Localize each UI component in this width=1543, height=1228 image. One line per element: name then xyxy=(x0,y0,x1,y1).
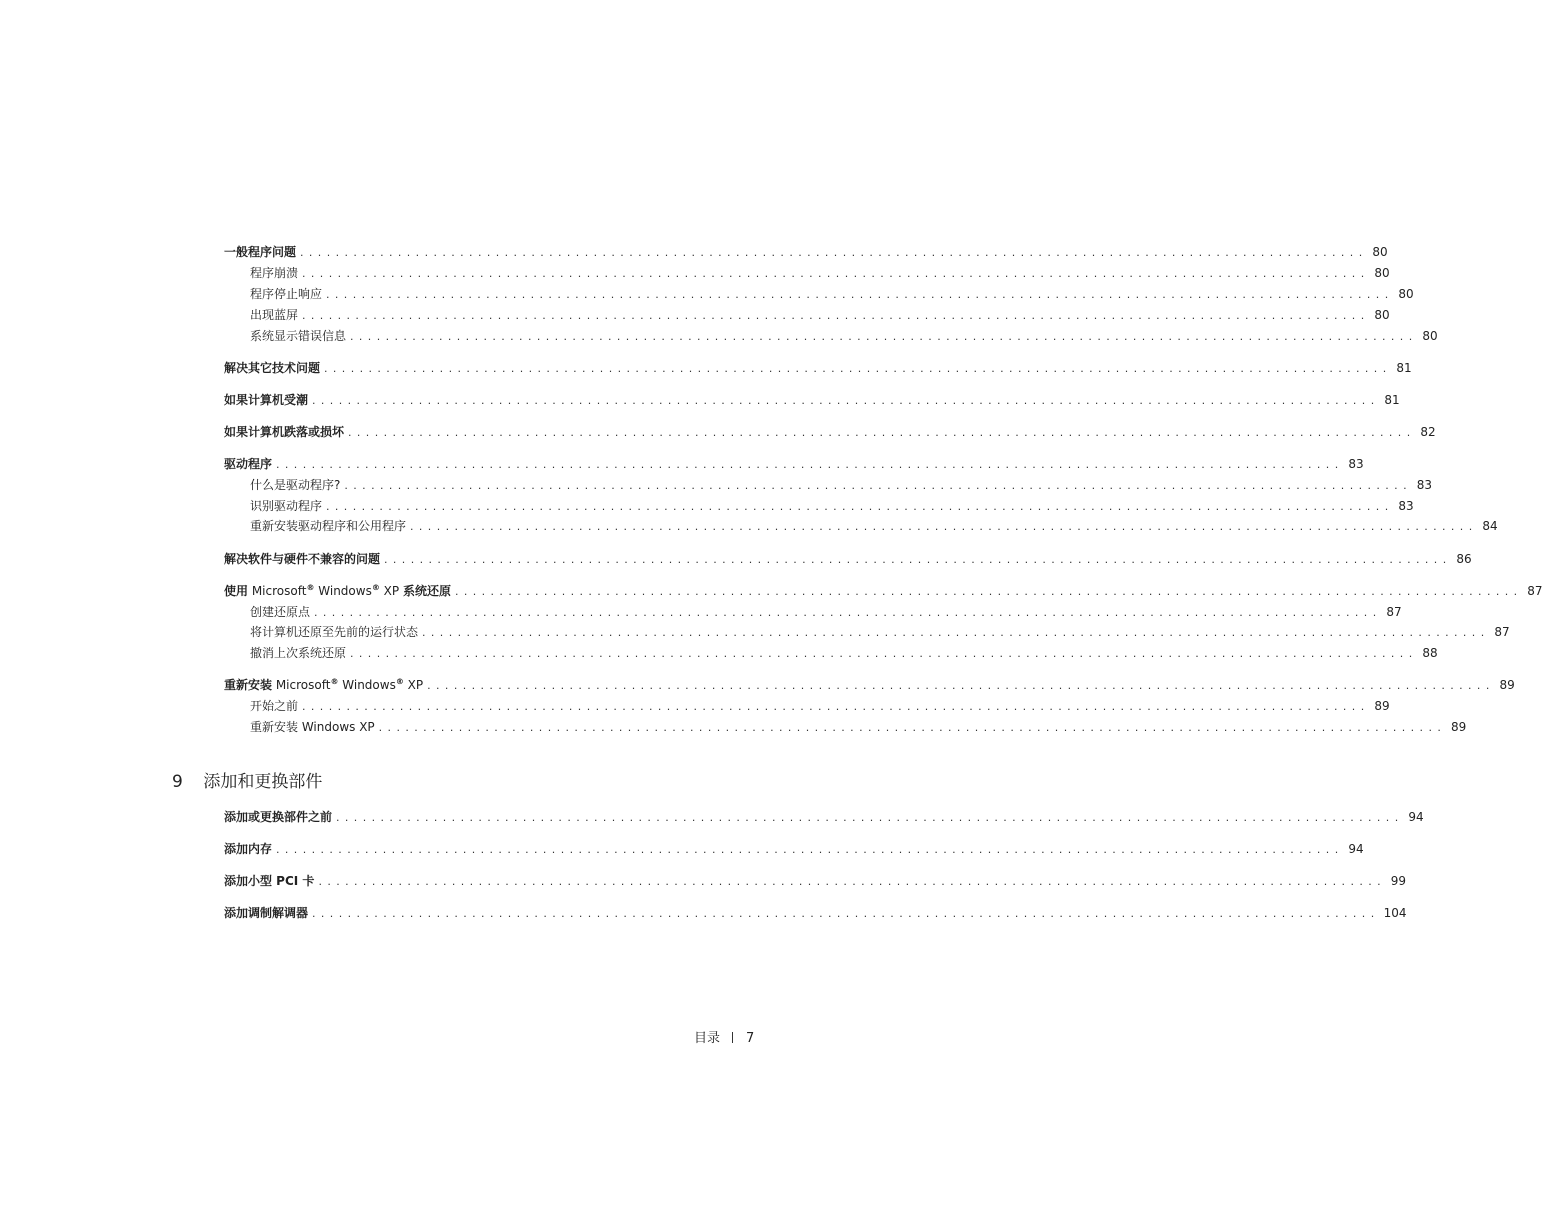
toc-entry-page-number: 89 xyxy=(1370,697,1390,715)
toc-entry-page-number: 86 xyxy=(1452,550,1472,568)
dot-leader: ........................................................................................................................ xyxy=(312,394,1380,407)
toc-entry-label-part: 系统还原 xyxy=(402,584,451,598)
toc-entry-page-number: 80 xyxy=(1370,306,1390,324)
toc-entry-label: 如果计算机受潮 xyxy=(224,391,312,409)
toc-entry[interactable] xyxy=(224,697,1390,715)
dot-leader: ........................................................................................................................ xyxy=(276,843,1344,856)
toc-entry-page-number: 80 xyxy=(1394,285,1414,303)
toc-entry-page-number: 84 xyxy=(1478,517,1498,535)
dot-leader: ........................................................................................................................ xyxy=(410,520,1478,533)
dot-leader: ........................................................................................................................ xyxy=(454,585,1523,598)
toc-entry-page-number: 88 xyxy=(1418,644,1438,662)
toc-entry[interactable] xyxy=(224,904,1407,922)
toc-entry-label-part: Windows xyxy=(314,584,372,598)
toc-entry[interactable] xyxy=(224,872,1407,890)
toc-entry-page-number: 94 xyxy=(1404,808,1424,826)
dot-leader: ........................................................................................................................ xyxy=(378,721,1447,734)
toc-entry[interactable] xyxy=(224,840,1364,858)
toc-entry-page-number: 80 xyxy=(1370,264,1390,282)
toc-entry-label: 开始之前 xyxy=(250,697,302,715)
toc-entry-page-number: 94 xyxy=(1344,840,1364,858)
dot-leader: ........................................................................................................................ xyxy=(350,647,1418,660)
toc-entry-page-number: 80 xyxy=(1418,327,1438,345)
dot-leader: ........................................................................................................................ xyxy=(422,626,1490,639)
toc-entry-page-number: 87 xyxy=(1490,623,1510,641)
toc-entry[interactable] xyxy=(224,423,1436,441)
toc-entry-page-number: 83 xyxy=(1412,476,1432,494)
toc-entry-label-part: Microsoft xyxy=(272,678,331,692)
toc-entry[interactable] xyxy=(224,497,1414,515)
toc-entry[interactable] xyxy=(224,264,1390,282)
toc-entry-label: 解决软件与硬件不兼容的问题 xyxy=(224,550,384,568)
registered-mark: ® xyxy=(306,583,315,592)
footer-section-label: 目录 xyxy=(694,1031,721,1046)
chapter-title: 添加和更换部件 xyxy=(203,772,323,792)
toc-entry-label: 系统显示错误信息 xyxy=(250,327,350,345)
dot-leader: ........................................................................................................................ xyxy=(314,606,1382,619)
toc-entry[interactable] xyxy=(224,243,1388,261)
toc-entry-label: 创建还原点 xyxy=(250,603,314,621)
toc-entry[interactable] xyxy=(224,550,1472,568)
dot-leader: ........................................................................................................................ xyxy=(427,679,1495,692)
toc-entry-label: 程序停止响应 xyxy=(250,285,326,303)
toc-entry[interactable] xyxy=(224,306,1390,324)
toc-entry-page-number: 83 xyxy=(1394,497,1414,515)
toc-entry-label xyxy=(224,582,455,600)
chapter-number: 9 xyxy=(172,772,183,792)
dot-leader: ........................................................................................................................ xyxy=(326,500,1394,513)
toc-entry[interactable] xyxy=(224,676,1515,694)
dot-leader: ........................................................................................................................ xyxy=(302,700,1370,713)
toc-entry[interactable] xyxy=(224,718,1467,736)
toc-entry[interactable] xyxy=(224,455,1364,473)
toc-entry[interactable] xyxy=(224,644,1438,662)
toc-entry-label: 添加调制解调器 xyxy=(224,904,312,922)
toc-entry-label: 一般程序问题 xyxy=(224,243,300,261)
toc-entry-label-part: 使用 xyxy=(224,584,249,598)
toc-entry[interactable] xyxy=(224,359,1412,377)
toc-entry-label-part: Windows xyxy=(338,678,396,692)
toc-entry-label: 添加或更换部件之前 xyxy=(224,808,336,826)
toc-entry[interactable] xyxy=(224,327,1438,345)
dot-leader: ........................................................................................................................ xyxy=(344,479,1412,492)
dot-leader: ........................................................................................................................ xyxy=(300,246,1368,259)
toc-entry-page-number: 104 xyxy=(1380,904,1407,922)
toc-entry-label: 解决其它技术问题 xyxy=(224,359,324,377)
toc-entry-page-number: 80 xyxy=(1368,243,1388,261)
toc-entry[interactable] xyxy=(224,623,1510,641)
dot-leader: ........................................................................................................................ xyxy=(302,309,1370,322)
toc-entry-page-number: 81 xyxy=(1380,391,1400,409)
toc-entry[interactable] xyxy=(224,285,1414,303)
toc-entry-label-part: XP xyxy=(379,584,403,598)
footer-page-number: 7 xyxy=(746,1031,755,1046)
page-footer xyxy=(694,1030,754,1048)
dot-leader: ........................................................................................................................ xyxy=(318,875,1387,888)
toc-entry-page-number: 89 xyxy=(1446,718,1466,736)
registered-mark: ® xyxy=(330,677,339,686)
toc-entry[interactable] xyxy=(224,603,1402,621)
toc-entry-page-number: 87 xyxy=(1523,582,1543,600)
toc-entry-label: 驱动程序 xyxy=(224,455,276,473)
toc-entry-page-number: 81 xyxy=(1392,359,1412,377)
registered-mark: ® xyxy=(371,583,380,592)
toc-entry-label: 什么是驱动程序? xyxy=(250,476,344,494)
toc-entry-page-number: 89 xyxy=(1495,676,1515,694)
dot-leader: ........................................................................................................................ xyxy=(336,811,1404,824)
toc-entry-label-part: 重新安装 xyxy=(224,678,273,692)
toc-entry-page-number: 82 xyxy=(1416,423,1436,441)
toc-entry-label: 添加内存 xyxy=(224,840,276,858)
dot-leader: ........................................................................................................................ xyxy=(302,267,1370,280)
dot-leader: ........................................................................................................................ xyxy=(350,330,1418,343)
toc-entry-page-number: 83 xyxy=(1344,455,1364,473)
toc-entry-page-number: 87 xyxy=(1382,603,1402,621)
dot-leader: ........................................................................................................................ xyxy=(324,362,1392,375)
toc-entry-label: 重新安装 Windows XP xyxy=(250,718,379,736)
toc-entry-label xyxy=(224,676,427,694)
toc-entry[interactable] xyxy=(224,476,1432,494)
dot-leader: ........................................................................................................................ xyxy=(348,426,1416,439)
chapter-heading xyxy=(172,770,322,794)
toc-entry[interactable] xyxy=(224,517,1498,535)
toc-entry-label-part: Microsoft xyxy=(248,584,307,598)
dot-leader: ........................................................................................................................ xyxy=(312,907,1380,920)
toc-entry-label: 将计算机还原至先前的运行状态 xyxy=(250,623,422,641)
toc-entry-label: 添加小型 PCI 卡 xyxy=(224,872,318,890)
toc-entry-label: 如果计算机跌落或损坏 xyxy=(224,423,348,441)
toc-entry[interactable] xyxy=(224,391,1400,409)
registered-mark: ® xyxy=(395,677,404,686)
toc-entry-label: 识别驱动程序 xyxy=(250,497,326,515)
footer-divider xyxy=(732,1032,733,1043)
dot-leader: ........................................................................................................................ xyxy=(276,458,1344,471)
toc-entry-label: 重新安装驱动程序和公用程序 xyxy=(250,517,410,535)
toc-entry[interactable] xyxy=(224,582,1543,600)
dot-leader: ........................................................................................................................ xyxy=(384,553,1452,566)
toc-entry[interactable] xyxy=(224,808,1424,826)
toc-entry-label: 撤消上次系统还原 xyxy=(250,644,350,662)
dot-leader: ........................................................................................................................ xyxy=(326,288,1394,301)
toc-entry-label-part: XP xyxy=(403,678,424,692)
toc-entry-page-number: 99 xyxy=(1386,872,1406,890)
toc-entry-label: 程序崩溃 xyxy=(250,264,302,282)
toc-entry-label: 出现蓝屏 xyxy=(250,306,302,324)
